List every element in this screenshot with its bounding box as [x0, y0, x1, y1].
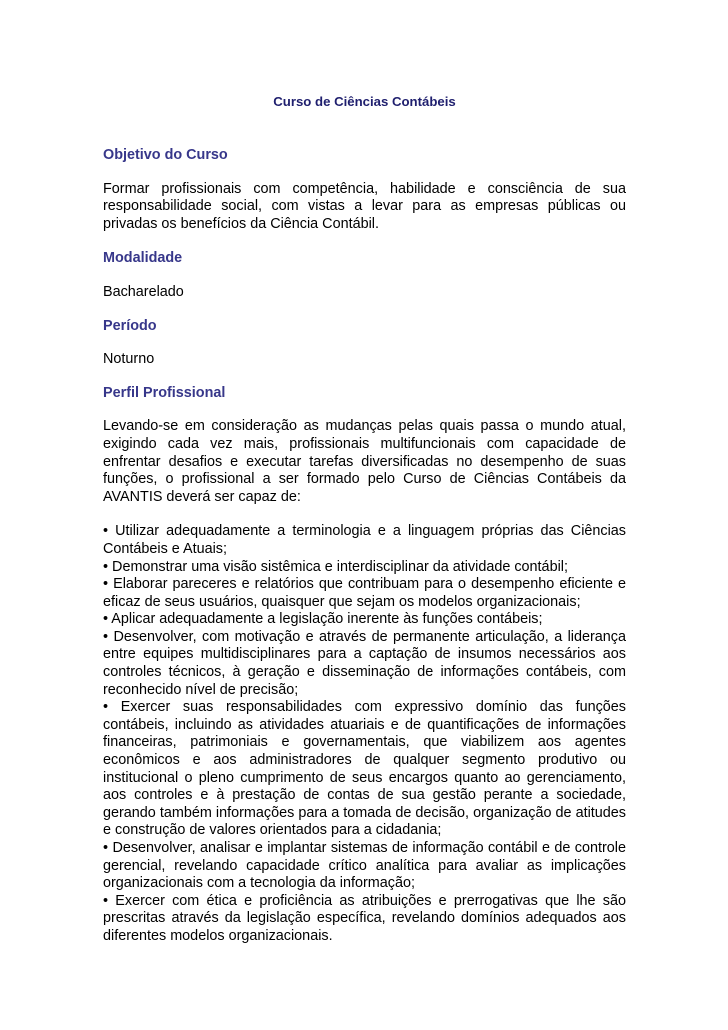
list-item-text: Desenvolver, com motivação e através de permanente articulação, a liderança entre equipes multidisciplinares para a captação de insumos necessários aos controles técnicos, à geração e disseminação de informações contábeis, com reconhecido nível de precisão; [103, 628, 626, 698]
competencias-list [103, 523, 626, 945]
bullet-icon: • [103, 840, 109, 856]
text-objetivo: Formar profissionais com competência, habilidade e consciência de sua responsabilidade social, com vistas a levar para as empresas públicas ou privadas os benefícios da Ciência Contábil. [103, 180, 626, 232]
heading-modalidade: Modalidade [103, 250, 183, 267]
bullet-icon: • [103, 576, 109, 593]
list-item [103, 523, 626, 558]
list-item [103, 576, 626, 611]
bullet-icon: • [103, 892, 109, 909]
list-item [103, 559, 626, 577]
heading-objetivo: Objetivo do Curso [103, 147, 228, 163]
list-item [103, 611, 626, 629]
document-body [103, 147, 626, 946]
list-item-text: Aplicar adequadamente a legislação inerente às funções contábeis; [111, 611, 543, 628]
bullet-icon: • [103, 611, 109, 628]
list-item-text: Elaborar pareceres e relatórios que contribuam para o desempenho eficiente e eficaz de seus usuários, quaisquer que sejam os modelos organizacionais; [103, 576, 627, 610]
list-item [103, 840, 626, 893]
text-periodo: Noturno [103, 351, 155, 368]
bullet-icon: • [103, 558, 109, 575]
heading-perfil: Perfil Profissional [103, 384, 226, 401]
bullet-icon: • [103, 523, 109, 540]
list-item-text: Utilizar adequadamente a terminologia e a linguagem próprias das Ciências Contábeis e Atuais; [103, 523, 626, 557]
text-perfil: Levando-se em consideração as mudanças pelas quais passa o mundo atual, exigindo cada vez mais, profissionais multifuncionais com capacidade de enfrentar desafios e executar tarefas diversificadas no desempenho de suas funções, o profissional a ser formado pelo Curso de Ciências Contábeis da AVANTIS deverá ser capaz de: [103, 418, 626, 505]
heading-periodo: Período [103, 317, 157, 334]
list-item-text: Exercer suas responsabilidades com expressivo domínio das funções contábeis, incluindo as atividades atuariais e de quantificações de informações financeiras, patrimoniais e governamentais, que viabilizem aos agentes econômicos e aos administradores de qualquer segmento produtivo ou institucional o pleno cumprimento de seus encargos quanto ao gerenciamento, aos controles e à prestação de contas de sua gestão perante a sociedade, gerando também informações para a tomada de decisão, organização de atitudes e construção de valores orientados para a cidadania; [103, 699, 626, 839]
list-item-text: Demonstrar uma visão sistêmica e interdisciplinar da atividade contábil; [112, 558, 568, 575]
list-item [103, 893, 626, 946]
list-item [103, 699, 626, 840]
bullet-icon: • [103, 628, 109, 645]
list-item-text: Exercer com ética e proficiência as atribuições e prerrogativas que lhe são prescritas através da legislação específica, revelando domínios adequados aos diferentes modelos organizacionais. [103, 892, 626, 944]
page-title: Curso de Ciências Contábeis [273, 94, 456, 109]
list-item-text: Desenvolver, analisar e implantar sistemas de informação contábil e de controle gerencial, revelando capacidade crítico analítica para avaliar as implicações organizacionais com a tecnologia da informação; [103, 840, 626, 892]
list-item [103, 629, 626, 699]
text-modalidade: Bacharelado [103, 283, 184, 300]
bullet-icon: • [103, 699, 109, 716]
